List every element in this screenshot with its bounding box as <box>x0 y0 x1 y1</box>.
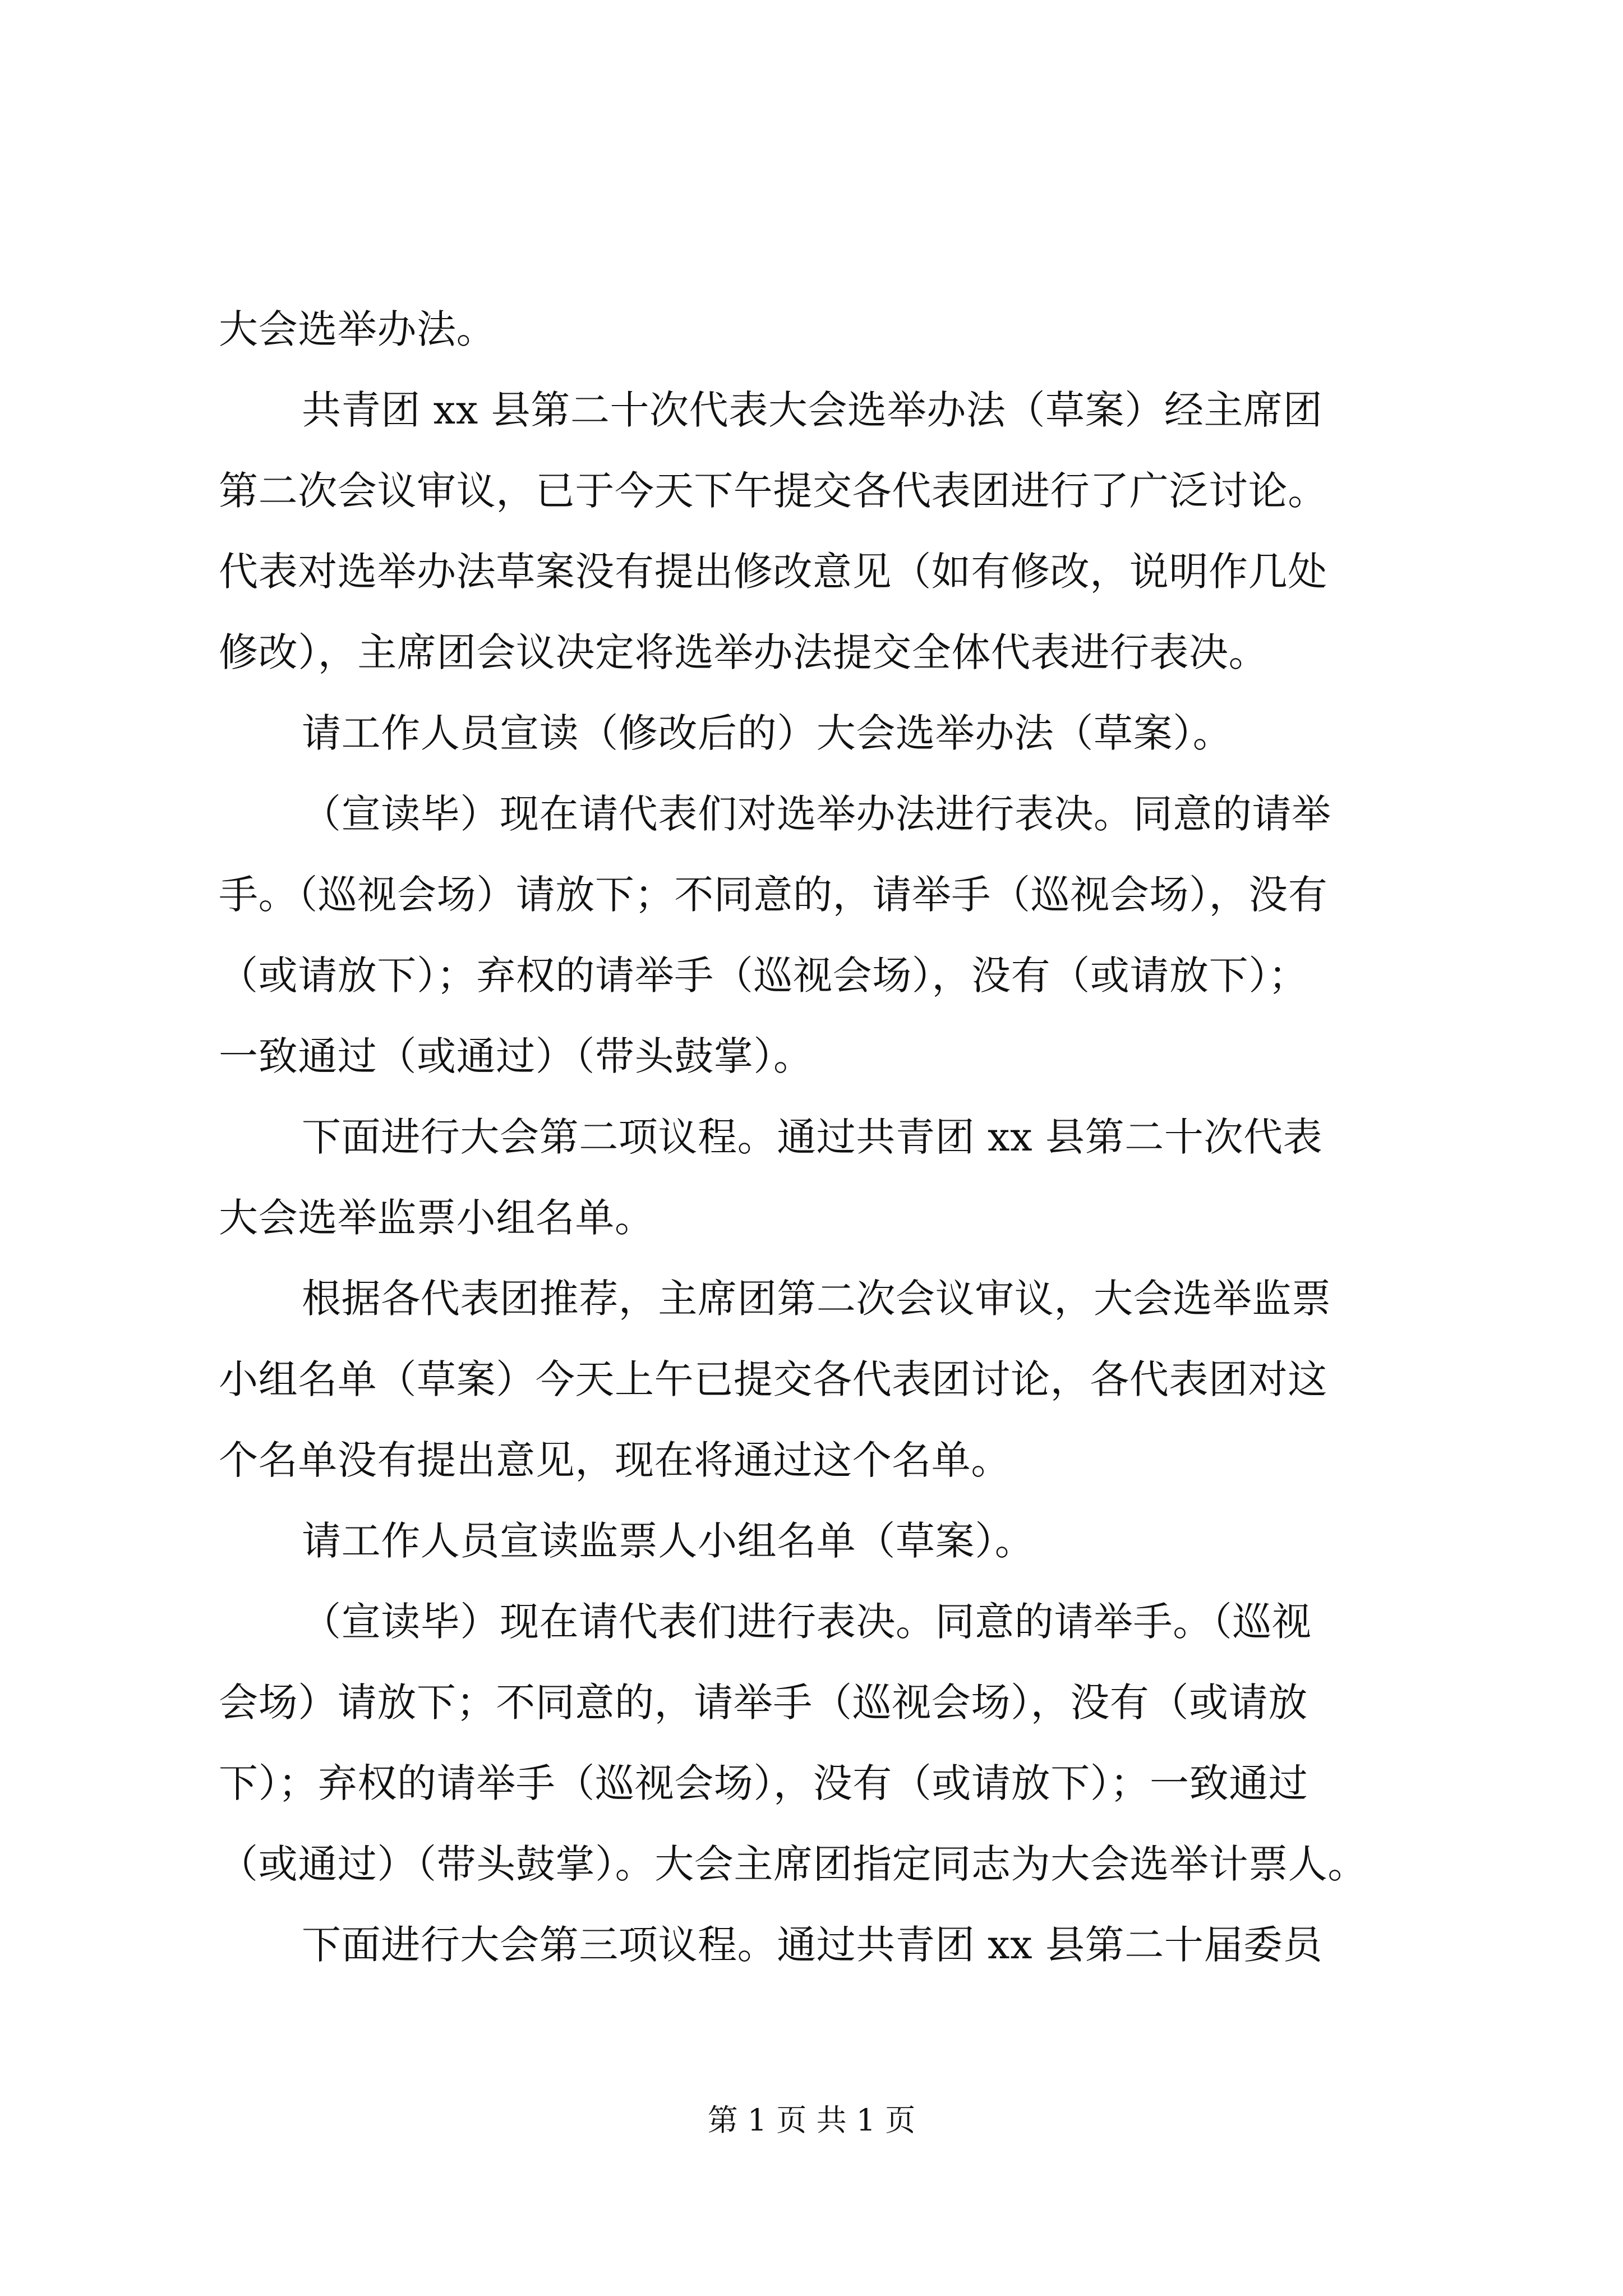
document-body <box>219 289 1408 1985</box>
text-line: 小组名单（草案）今天上午已提交各代表团讨论，各代表团对这 <box>219 1356 1327 1402</box>
text-line: 共青团 xx 县第二十次代表大会选举办法（草案）经主席团 <box>302 387 1323 433</box>
text-line: 第二次会议审议，已于今天下午提交各代表团进行了广泛讨论。 <box>219 468 1327 514</box>
text-line: 一致通过（或通过）（带头鼓掌）。 <box>219 1033 813 1079</box>
text-line: 下面进行大会第三项议程。通过共青团 xx 县第二十届委员 <box>302 1922 1323 1968</box>
text-line: 下面进行大会第二项议程。通过共青团 xx 县第二十次代表 <box>302 1114 1323 1160</box>
text-line: 代表对选举办法草案没有提出修改意见（如有修改，说明作几处 <box>219 549 1327 595</box>
text-line: 会场）请放下；不同意的，请举手（巡视会场），没有（或请放 <box>219 1680 1308 1726</box>
text-line: 大会选举办法。 <box>219 306 496 352</box>
text-line: 修改），主席团会议决定将选举办法提交全体代表进行表决。 <box>219 629 1269 675</box>
text-line: （或请放下）；弃权的请举手（巡视会场），没有（或请放下）； <box>219 953 1308 999</box>
text-line: （宣读毕）现在请代表们对选举办法进行表决。同意的请举 <box>302 791 1331 837</box>
text-line: （宣读毕）现在请代表们进行表决。同意的请举手。（巡视 <box>302 1599 1312 1645</box>
page-number-footer: 第 1 页 共 1 页 <box>707 2102 916 2138</box>
text-line: （或通过）（带头鼓掌）。大会主席团指定同志为大会选举计票人。 <box>219 1841 1367 1887</box>
text-line: 请工作人员宣读（修改后的）大会选举办法（草案）。 <box>302 710 1233 756</box>
text-line: 大会选举监票小组名单。 <box>219 1195 654 1241</box>
text-line: 手。（巡视会场）请放下；不同意的，请举手（巡视会场），没有 <box>219 872 1328 918</box>
text-line: 请工作人员宣读监票人小组名单（草案）。 <box>302 1518 1035 1564</box>
text-line: 下）；弃权的请举手（巡视会场），没有（或请放下）；一致通过 <box>219 1760 1308 1806</box>
text-line: 个名单没有提出意见，现在将通过这个名单。 <box>219 1437 1011 1483</box>
text-line: 根据各代表团推荐，主席团第二次会议审议，大会选举监票 <box>302 1276 1331 1322</box>
